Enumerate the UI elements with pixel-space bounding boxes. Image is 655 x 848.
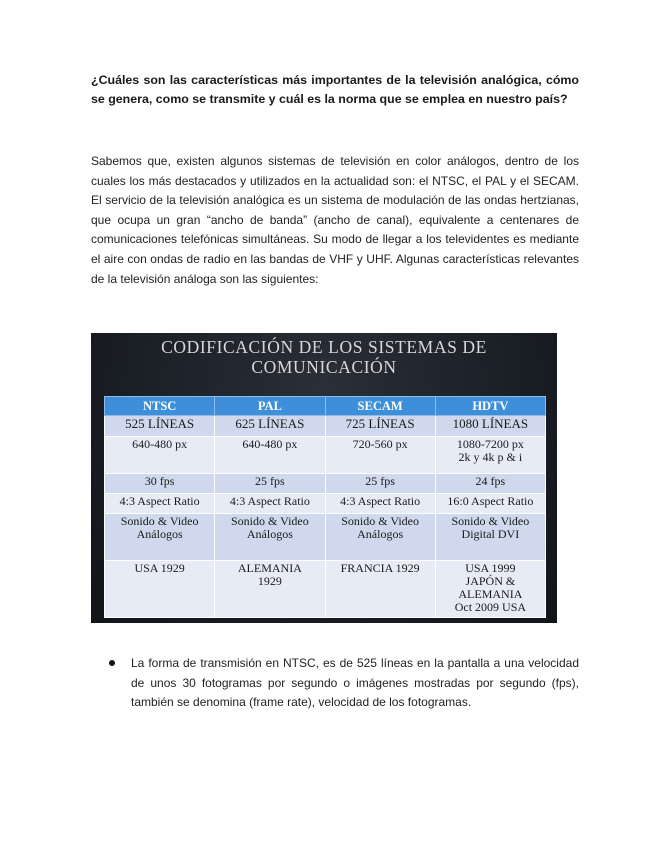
table-cell: 4:3 Aspect Ratio [325,494,435,514]
table-cell: 16:0 Aspect Ratio [435,494,545,514]
slide-title [91,337,557,377]
table-cell: 640-480 px [215,437,325,474]
bullet-text: La forma de transmisión en NTSC, es de 525 líneas en la pantalla a una velocidad de unos 30 fotogramas por segundo o imágenes mostradas por segundo (fps), también se denomina (frame rate), velocidad de los fotogramas. [131,656,579,710]
header-ntsc: NTSC [105,397,215,416]
question-heading: ¿Cuáles son las características más importantes de la televisión analógica, cómo se genera, como se transmite y cuál es la norma que se emplea en nuestro país? [91,73,579,106]
table-cell: 720-560 px [325,437,435,474]
table-cell: Sonido & Video Análogos [325,514,435,561]
intro-paragraph: Sabemos que, existen algunos sistemas de televisión en color análogos, dentro de los cuales los más destacados y utilizados en la actualidad son: el NTSC, el PAL y el SECAM. El servicio de la televisión analógica es un sistema de modulación de las ondas hertzianas, que ocupa un gran “ancho de banda” (ancho de canal), equivalente a centenares de comunicaciones telefónicas simultáneas. Su modo de llegar a los televidentes es mediante el aire con ondas de radio en las bandas de VHF y UHF. Algunas características relevantes de la televisión análoga son las siguientes: [91,154,579,286]
slide-title-line-1: CODIFICACIÓN DE LOS SISTEMAS DE [161,337,487,357]
table-header-row [105,397,546,416]
header-hdtv: HDTV [435,397,545,416]
header-secam: SECAM [325,397,435,416]
table-row-aspect [105,494,546,514]
table-cell: 25 fps [215,474,325,494]
table-cell: USA 1929 [105,561,215,618]
bullet-icon [109,660,115,666]
table-cell: Sonido & Video Análogos [215,514,325,561]
table-cell: 30 fps [105,474,215,494]
table-cell: 1080-7200 px 2k y 4k p & i [435,437,545,474]
table-row-lines [105,416,546,437]
table-cell: 640-480 px [105,437,215,474]
table-cell: Sonido & Video Digital DVI [435,514,545,561]
table-cell: 625 LÍNEAS [215,416,325,437]
table-row-resolution [105,437,546,474]
header-pal: PAL [215,397,325,416]
slide-title-line-2: COMUNICACIÓN [251,357,397,377]
table-cell: USA 1999 JAPÓN & ALEMANIA Oct 2009 USA [435,561,545,618]
table-cell: 25 fps [325,474,435,494]
table-row-signal [105,514,546,561]
table-cell: FRANCIA 1929 [325,561,435,618]
table-cell: 725 LÍNEAS [325,416,435,437]
table-cell: 525 LÍNEAS [105,416,215,437]
table-cell: 24 fps [435,474,545,494]
encoding-table [104,396,546,618]
encoding-systems-slide [91,333,557,623]
table-cell: 1080 LÍNEAS [435,416,545,437]
table-cell: ALEMANIA 1929 [215,561,325,618]
bullet-list-item [109,654,579,713]
table-row-fps [105,474,546,494]
table-cell: Sonido & Video Análogos [105,514,215,561]
table-cell: 4:3 Aspect Ratio [105,494,215,514]
table-cell: 4:3 Aspect Ratio [215,494,325,514]
table-row-origin [105,561,546,618]
